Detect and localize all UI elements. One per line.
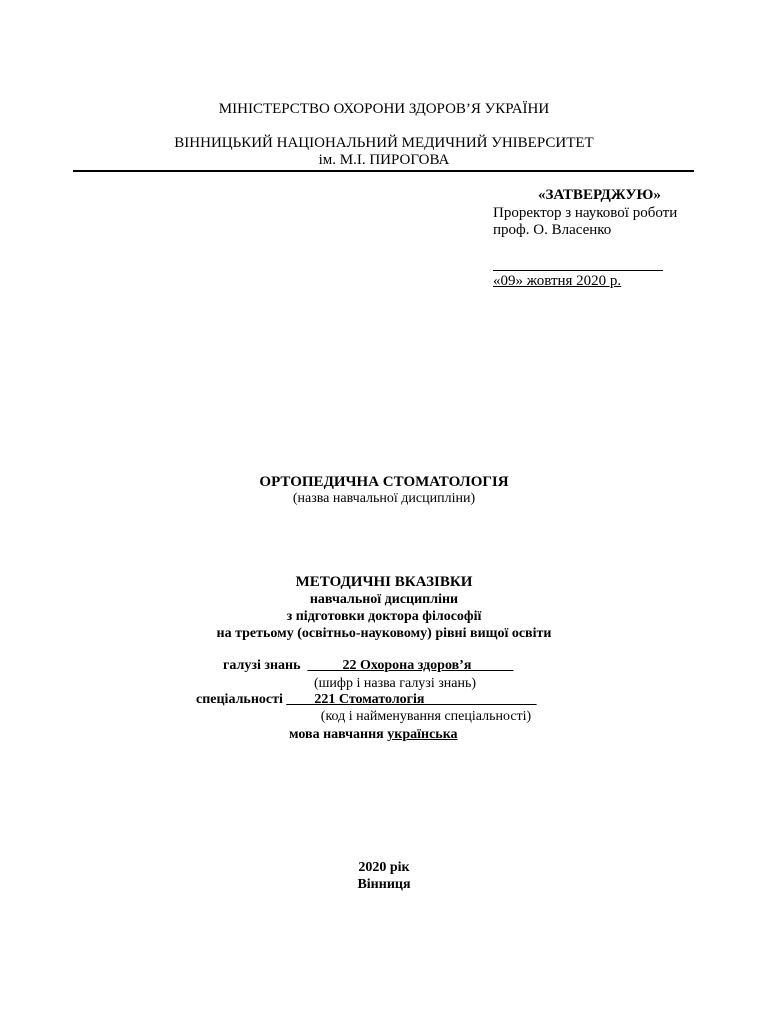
specialty-value: ____221 Стоматологія________________ (286, 692, 537, 707)
header-divider (73, 170, 694, 172)
document-year: 2020 рік (358, 860, 410, 875)
guidelines-line-3: на третьому (освітньо-науковому) рівні вищої освіти (216, 626, 552, 641)
guidelines-title: МЕТОДИЧНІ ВКАЗІВКИ (295, 574, 473, 590)
ministry-title: МІНІСТЕРСТВО ОХОРОНИ ЗДОРОВ’Я УКРАЇНИ (218, 101, 550, 117)
field-of-knowledge-row (223, 658, 513, 674)
discipline-name: ОРТОПЕДИЧНА СТОМАТОЛОГІЯ (259, 474, 509, 490)
specialty-row (196, 692, 537, 708)
signature-line (493, 270, 663, 271)
language-label: мова навчання (289, 727, 384, 742)
field-label: галузі знань (223, 658, 301, 673)
university-named-after: ім. М.І. ПИРОГОВА (318, 152, 450, 168)
approval-date: «09» жовтня 2020 р. (493, 273, 622, 289)
field-note: (шифр і назва галузі знань) (313, 676, 477, 691)
language-value: українська (387, 727, 458, 742)
university-title: ВІННИЦЬКИЙ НАЦІОНАЛЬНИЙ МЕДИЧНИЙ УНІВЕРСИТЕТ (174, 135, 594, 151)
language-row (289, 727, 458, 743)
discipline-note: (назва навчальної дисципліни) (292, 491, 476, 506)
approver-name: проф. О. Власенко (493, 222, 612, 238)
approval-title: «ЗАТВЕРДЖУЮ» (538, 187, 661, 203)
approver-role: Проректор з наукової роботи (493, 205, 678, 221)
guidelines-line-1: навчальної дисципліни (309, 592, 459, 607)
document-city: Вінниця (357, 877, 411, 892)
field-value: _____22 Охорона здоров’я______ (307, 658, 514, 673)
specialty-label: спеціальності (196, 692, 283, 707)
guidelines-line-2: з підготовки доктора філософії (286, 609, 482, 624)
specialty-note: (код і найменування спеціальності) (320, 709, 532, 724)
